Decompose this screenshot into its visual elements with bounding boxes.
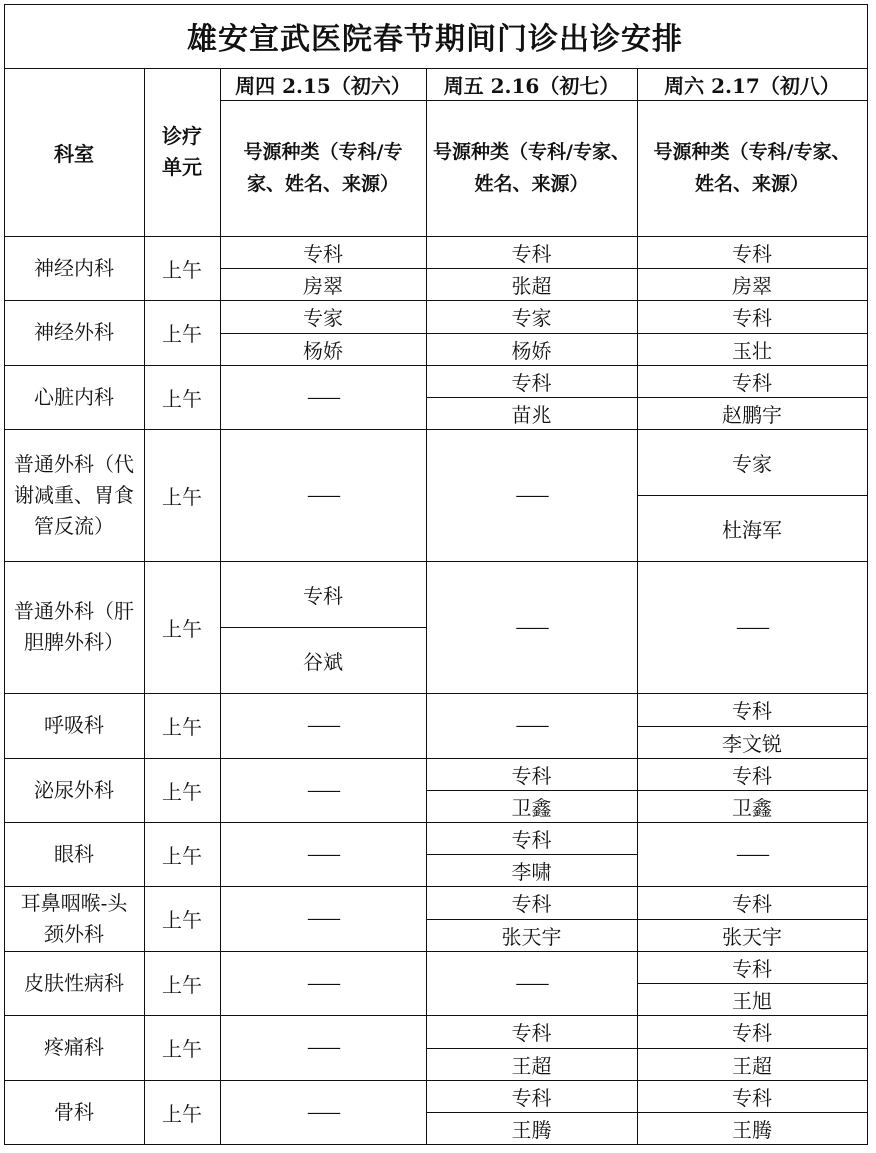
- clinic-unit: 上午: [162, 1101, 202, 1126]
- dept-name: 骨科: [54, 1099, 94, 1124]
- grid-line: [220, 627, 427, 628]
- source-type: 专科: [732, 1085, 772, 1110]
- source-type: 专科: [732, 370, 772, 395]
- grid-line: [4, 822, 868, 823]
- grid-line: [4, 1080, 868, 1081]
- no-clinic-dash: ——: [307, 484, 339, 506]
- doctor-name: 李文锐: [722, 731, 782, 756]
- grid-line: [4, 951, 868, 952]
- grid-line: [144, 68, 145, 1145]
- doctor-name: 王超: [732, 1053, 772, 1078]
- doctor-name: 杨娇: [303, 338, 343, 363]
- grid-line: [426, 68, 427, 1145]
- no-clinic-dash: ——: [515, 715, 548, 736]
- grid-line: [4, 886, 868, 887]
- doctor-name: 王旭: [732, 988, 772, 1013]
- source-type: 专科: [732, 956, 772, 981]
- source-type: 专科: [732, 306, 772, 330]
- dept-name: 心脏内科: [34, 384, 114, 409]
- doctor-name: 苗兆: [511, 402, 552, 427]
- doctor-name: 王超: [511, 1053, 552, 1078]
- dept-name: 泌尿外科: [34, 777, 114, 802]
- no-clinic-dash: ——: [307, 386, 339, 408]
- no-clinic-dash: ——: [307, 1037, 339, 1058]
- source-type: 专科: [511, 1085, 552, 1110]
- grid-line: [637, 397, 868, 398]
- grid-line: [637, 1048, 868, 1049]
- grid-line: [4, 693, 868, 694]
- doctor-name: 卫鑫: [732, 795, 772, 820]
- grid-line: [637, 790, 868, 791]
- dept-name: 普通外科（代谢减重、胃食管反流）: [14, 451, 134, 538]
- no-clinic-dash: ——: [307, 1101, 339, 1123]
- no-clinic-dash: ——: [307, 908, 339, 929]
- doctor-name: 谷斌: [303, 649, 343, 674]
- header-source-type-3: 号源种类（专科/专家、姓名、来源）: [653, 141, 851, 195]
- clinic-unit: 上午: [162, 1037, 202, 1061]
- grid-line: [4, 758, 868, 759]
- clinic-unit: 上午: [162, 484, 202, 509]
- grid-line: [220, 268, 427, 269]
- clinic-unit: 上午: [162, 616, 202, 641]
- grid-line: [426, 333, 638, 334]
- no-clinic-dash: ——: [736, 616, 768, 638]
- grid-line: [426, 790, 638, 791]
- grid-line: [426, 854, 638, 855]
- dept-name: 神经外科: [34, 320, 114, 344]
- source-type: 专科: [303, 241, 343, 266]
- header-unit: 诊疗单元: [162, 124, 202, 179]
- source-type: 专科: [732, 892, 772, 916]
- no-clinic-dash: ——: [736, 843, 768, 865]
- grid-line: [426, 397, 638, 398]
- dept-name: 皮肤性病科: [24, 970, 124, 995]
- grid-line: [4, 429, 868, 430]
- header-source-type-2: 号源种类（专科/专家、姓名、来源）: [433, 141, 630, 195]
- source-type: 专科: [511, 370, 552, 395]
- dept-name: 神经内科: [34, 255, 114, 280]
- clinic-unit: 上午: [162, 257, 202, 282]
- no-clinic-dash: ——: [515, 484, 548, 506]
- clinic-unit: 上午: [162, 715, 202, 739]
- no-clinic-dash: ——: [307, 779, 339, 801]
- doctor-name: 房翠: [732, 273, 772, 298]
- source-type: 专家: [303, 306, 343, 330]
- clinic-unit: 上午: [162, 386, 202, 411]
- source-type: 专科: [732, 699, 772, 723]
- dept-name: 疼痛科: [44, 1035, 104, 1059]
- source-type: 专科: [732, 241, 772, 266]
- page-title: 雄安宣武医院春节期间门诊出诊安排: [187, 22, 683, 57]
- dept-name: 呼吸科: [44, 713, 104, 737]
- grid-line: [637, 333, 868, 334]
- grid-line: [4, 4, 5, 1145]
- header-source-type-1: 号源种类（专科/专家、姓名、来源）: [243, 141, 403, 195]
- clinic-unit: 上午: [162, 322, 202, 346]
- doctor-name: 房翠: [303, 273, 343, 298]
- no-clinic-dash: ——: [307, 715, 339, 736]
- source-type: 专科: [303, 583, 343, 608]
- grid-line: [637, 983, 868, 984]
- dept-name: 耳鼻咽喉-头颈外科: [20, 890, 128, 946]
- source-type: 专科: [732, 763, 772, 788]
- source-type: 专科: [511, 241, 552, 266]
- header-day-1: 周四 2.15（初六）: [235, 73, 411, 98]
- grid-line: [4, 68, 868, 69]
- grid-line: [426, 1048, 638, 1049]
- grid-line: [637, 268, 868, 269]
- grid-line: [637, 1112, 868, 1113]
- doctor-name: 张天宇: [501, 924, 562, 949]
- source-type: 专科: [511, 763, 552, 788]
- source-type: 专家: [511, 306, 552, 330]
- source-type: 专科: [511, 1021, 552, 1045]
- grid-line: [4, 365, 868, 366]
- doctor-name: 卫鑫: [511, 795, 552, 820]
- doctor-name: 张天宇: [722, 924, 782, 949]
- grid-line: [4, 561, 868, 562]
- clinic-unit: 上午: [162, 843, 202, 868]
- source-type: 专科: [511, 892, 552, 916]
- grid-line: [426, 268, 638, 269]
- source-type: 专科: [511, 827, 552, 852]
- grid-line: [220, 333, 427, 334]
- grid-line: [637, 919, 868, 920]
- header-day-3: 周六 2.17（初八）: [664, 73, 840, 98]
- grid-line: [426, 1112, 638, 1113]
- grid-line: [637, 495, 868, 496]
- source-type: 专家: [732, 451, 772, 476]
- dept-name: 眼科: [54, 841, 94, 866]
- dept-name: 普通外科（肝胆脾外科）: [14, 599, 134, 654]
- no-clinic-dash: ——: [307, 843, 339, 865]
- clinic-unit: 上午: [162, 972, 202, 997]
- grid-line: [4, 1144, 868, 1145]
- grid-line: [220, 100, 868, 101]
- source-type: 专科: [732, 1021, 772, 1045]
- header-day-2: 周五 2.16（初七）: [443, 73, 620, 98]
- doctor-name: 玉壮: [732, 338, 772, 363]
- clinic-unit: 上午: [162, 779, 202, 804]
- clinic-unit: 上午: [162, 908, 202, 932]
- no-clinic-dash: ——: [515, 972, 548, 994]
- grid-line: [637, 726, 868, 727]
- grid-line: [426, 919, 638, 920]
- doctor-name: 王腾: [511, 1117, 552, 1142]
- doctor-name: 杜海军: [722, 517, 782, 542]
- doctor-name: 李啸: [511, 859, 552, 884]
- doctor-name: 张超: [511, 273, 552, 298]
- grid-line: [4, 1015, 868, 1016]
- no-clinic-dash: ——: [515, 616, 548, 638]
- grid-line: [867, 4, 868, 1145]
- grid-line: [4, 300, 868, 301]
- no-clinic-dash: ——: [307, 972, 339, 994]
- grid-line: [4, 236, 868, 237]
- header-dept: 科室: [54, 141, 94, 166]
- doctor-name: 赵鹏宇: [722, 402, 782, 427]
- doctor-name: 王腾: [732, 1117, 772, 1142]
- doctor-name: 杨娇: [511, 338, 552, 363]
- grid-line: [4, 4, 868, 5]
- grid-line: [220, 68, 221, 1145]
